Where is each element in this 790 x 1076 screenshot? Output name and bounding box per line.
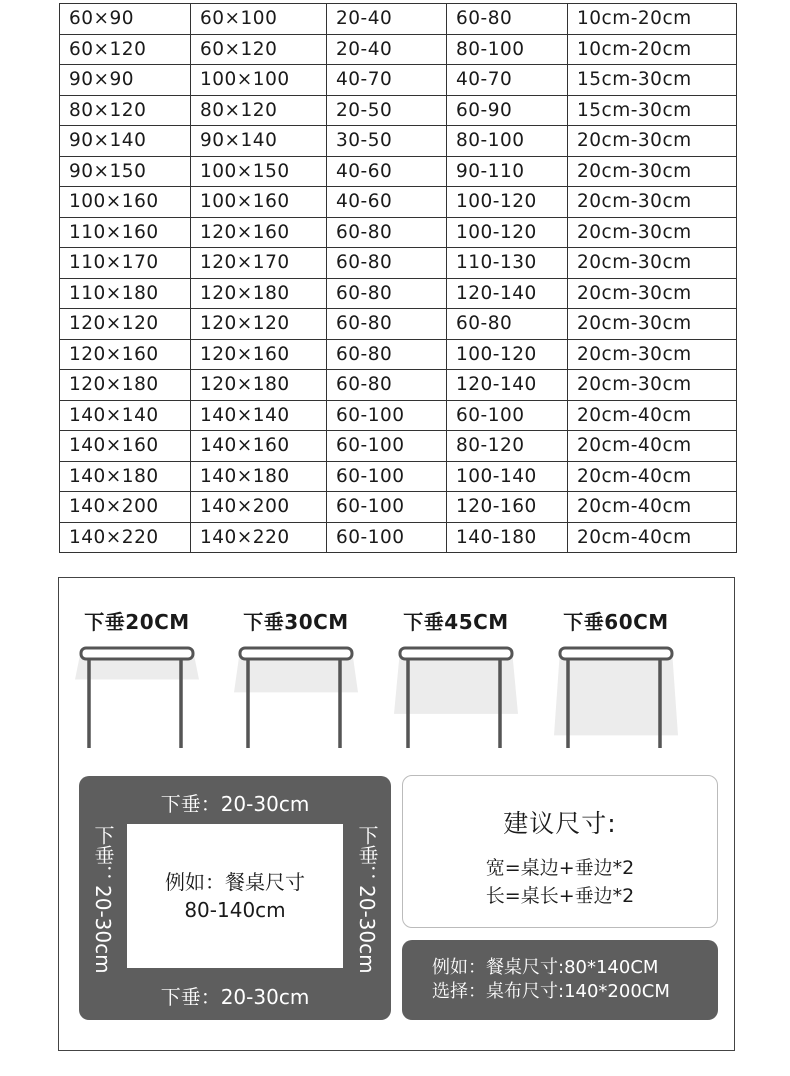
table-cell: 60-80 (447, 4, 568, 35)
table-cell: 60-90 (447, 95, 568, 126)
drop-length-label: 下垂30CM (243, 610, 349, 634)
table-cell: 100×160 (191, 187, 327, 218)
table-cell: 20cm-40cm (568, 492, 737, 523)
table-cell: 20cm-30cm (568, 187, 737, 218)
table-cell: 110-130 (447, 248, 568, 279)
table-cell: 100×150 (191, 156, 327, 187)
table-row (60, 309, 737, 340)
drop-label-top: 下垂：20-30cm (160, 792, 310, 816)
table-cell: 15cm-30cm (568, 95, 737, 126)
table-top (81, 648, 193, 659)
length-formula: 长=桌长+垂边*2 (485, 885, 635, 907)
table-cell: 20cm-30cm (568, 248, 737, 279)
table-cell: 90×140 (191, 126, 327, 157)
table-cell: 140×180 (60, 461, 191, 492)
table-cell: 10cm-20cm (568, 4, 737, 35)
table-cell: 140×200 (60, 492, 191, 523)
table-cell: 20cm-40cm (568, 431, 737, 462)
table-cell: 90×140 (60, 126, 191, 157)
table-cell: 10cm-20cm (568, 34, 737, 65)
table-cell: 20cm-30cm (568, 278, 737, 309)
table-row (60, 248, 737, 279)
table-cell: 20cm-30cm (568, 339, 737, 370)
example-cloth-line: 选择：桌布尺寸:140*200CM (432, 981, 670, 1002)
table-cell: 140×220 (60, 522, 191, 553)
table-cell: 120×160 (191, 217, 327, 248)
table-row (60, 65, 737, 96)
drop-length-label: 下垂20CM (84, 610, 190, 634)
table-cell: 80-120 (447, 431, 568, 462)
table-cell: 90-110 (447, 156, 568, 187)
table-top (240, 648, 352, 659)
table-cell: 60-80 (327, 217, 447, 248)
table-cell: 110×160 (60, 217, 191, 248)
table-drop-icon (234, 646, 358, 750)
suggested-size-box (402, 775, 718, 928)
table-cell: 110×180 (60, 278, 191, 309)
table-row (60, 370, 737, 401)
table-cell: 60×100 (191, 4, 327, 35)
table-cell: 140×160 (191, 431, 327, 462)
table-cell: 60×120 (60, 34, 191, 65)
table-cell: 20cm-40cm (568, 522, 737, 553)
table-row (60, 492, 737, 523)
table-cell: 120×170 (191, 248, 327, 279)
table-cell: 60×90 (60, 4, 191, 35)
drop-label-left: 下垂：20-30cm (91, 824, 115, 974)
table-cell: 40-60 (327, 187, 447, 218)
table-cell: 120-160 (447, 492, 568, 523)
table-row (60, 522, 737, 553)
table-cell: 80×120 (191, 95, 327, 126)
table-cell: 80-100 (447, 34, 568, 65)
table-cell: 100-140 (447, 461, 568, 492)
table-cell: 60-80 (327, 248, 447, 279)
table-cell: 40-70 (327, 65, 447, 96)
table-cell: 90×150 (60, 156, 191, 187)
table-row (60, 431, 737, 462)
tablecloth-guide-panel (58, 577, 735, 1051)
table-cell: 20cm-40cm (568, 400, 737, 431)
drop-length-label: 下垂45CM (403, 610, 509, 634)
table-cell: 140×180 (191, 461, 327, 492)
table-cell: 100-120 (447, 187, 568, 218)
table-cell: 20cm-30cm (568, 370, 737, 401)
size-table-body (60, 4, 737, 553)
table-cell: 120×160 (191, 339, 327, 370)
drop-diagram (79, 776, 391, 1020)
drop-length-label: 下垂60CM (563, 610, 669, 634)
table-cell: 60-100 (447, 400, 568, 431)
drop-label-right: 下垂：20-30cm (355, 824, 379, 974)
table-cell: 120×120 (60, 309, 191, 340)
table-cell: 15cm-30cm (568, 65, 737, 96)
table-cell: 60×120 (191, 34, 327, 65)
table-drop-icon (554, 646, 678, 750)
table-cell: 120×180 (191, 278, 327, 309)
table-row (60, 156, 737, 187)
table-cell: 20-50 (327, 95, 447, 126)
example-table-line: 例如：餐桌尺寸:80*140CM (432, 957, 659, 978)
table-cell: 140×220 (191, 522, 327, 553)
table-cell: 80-100 (447, 126, 568, 157)
table-cell: 120-140 (447, 278, 568, 309)
example-table-label: 例如：餐桌尺寸 (165, 870, 305, 894)
example-table-size: 80-140cm (184, 898, 286, 922)
table-row (60, 34, 737, 65)
table-cell: 120×180 (60, 370, 191, 401)
table-cell: 140×160 (60, 431, 191, 462)
table-cell: 40-70 (447, 65, 568, 96)
table-drop-icon (394, 646, 518, 750)
example-box (402, 940, 718, 1020)
table-top (400, 648, 512, 659)
table-cell: 140×140 (191, 400, 327, 431)
table-cell: 60-100 (327, 431, 447, 462)
size-table (59, 3, 737, 553)
suggested-size-title: 建议尺寸: (503, 809, 617, 838)
table-cell: 60-80 (327, 339, 447, 370)
table-cell: 80×120 (60, 95, 191, 126)
table-row (60, 278, 737, 309)
table-top (560, 648, 672, 659)
table-cell: 90×90 (60, 65, 191, 96)
table-cell: 60-100 (327, 522, 447, 553)
table-cell: 120×160 (60, 339, 191, 370)
table-cell: 20cm-30cm (568, 126, 737, 157)
table-cell: 110×170 (60, 248, 191, 279)
drop-label-bottom: 下垂：20-30cm (160, 985, 310, 1009)
table-row (60, 95, 737, 126)
table-cell: 20cm-30cm (568, 156, 737, 187)
table-top-area (127, 824, 343, 968)
table-drop-icon (75, 646, 199, 750)
table-cell: 120×180 (191, 370, 327, 401)
table-row (60, 187, 737, 218)
table-cell: 140×140 (60, 400, 191, 431)
table-cell: 120×120 (191, 309, 327, 340)
table-cell: 120-140 (447, 370, 568, 401)
table-cell: 60-100 (327, 400, 447, 431)
table-row (60, 339, 737, 370)
table-row (60, 400, 737, 431)
table-cell: 20-40 (327, 34, 447, 65)
table-cell: 40-60 (327, 156, 447, 187)
table-cell: 20cm-30cm (568, 217, 737, 248)
table-cell: 100-120 (447, 339, 568, 370)
table-cell: 60-80 (327, 309, 447, 340)
table-row (60, 461, 737, 492)
table-cell: 60-80 (327, 278, 447, 309)
table-row (60, 217, 737, 248)
table-row (60, 4, 737, 35)
table-cell: 60-80 (327, 370, 447, 401)
width-formula: 宽=桌边+垂边*2 (485, 857, 635, 879)
table-cell: 60-80 (447, 309, 568, 340)
table-row (60, 126, 737, 157)
table-cell: 100×160 (60, 187, 191, 218)
table-cell: 20cm-30cm (568, 309, 737, 340)
table-cell: 60-100 (327, 461, 447, 492)
table-cell: 100×100 (191, 65, 327, 96)
table-cell: 140-180 (447, 522, 568, 553)
table-cell: 30-50 (327, 126, 447, 157)
table-cell: 60-100 (327, 492, 447, 523)
table-cell: 140×200 (191, 492, 327, 523)
table-cell: 20cm-40cm (568, 461, 737, 492)
table-cell: 100-120 (447, 217, 568, 248)
table-cell: 20-40 (327, 4, 447, 35)
